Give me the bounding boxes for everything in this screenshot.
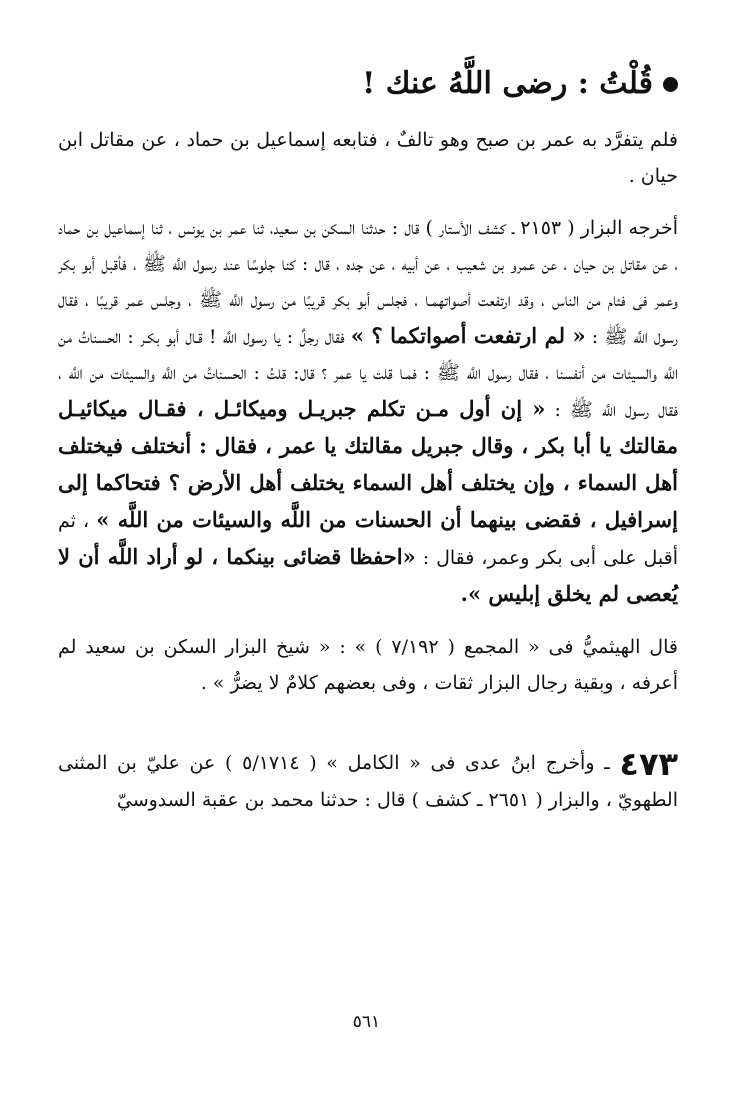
paragraph-1: فلم يتفرَّد به عمر بن صبح وهو تالفٌ ، فتابعه إسماعيل بن حماد ، عن مقاتل ابن حيان . (58, 129, 678, 187)
paragraph-3: قال الهيثميُّ فى « المجمع ( ٧/١٩٢ ) » : « شيخ البزار السكن بن سعيد لم أعرفه ، وبقية رجال البزار ثقات ، وفى بعضهم كلامٌ لا يضرُّ » . (58, 636, 678, 694)
hadith-quote-2: « إن أول مـن تكلم جبريـل وميكائـل ، فقـال ميكائيـل مقالتك يا أبا بكر ، وقال جبريل مقالتك يا عمر ، فقال : أنختلف فيختلف أهل السماء ، وإن يختلف أهل السماء يختلف أهل الأرض ؟ فتحاكما إلى إسرافيل ، فقضى بينهما أن الحسنات من اللَّه والسيئات من اللَّه » (58, 396, 678, 532)
footnote-entry (58, 745, 678, 818)
footnote-number: ٤٧٣ (619, 745, 679, 783)
paragraph-2 (58, 210, 678, 613)
paragraph-2-text-1: أخرجه البزار ( ٢١٥٣ ـ كشف الأستار ) قال : حدثنا السكن بن سعيد، ثنا عمر بن يونس ، ثنا إسماعيل بن حماد ، عن مقاتل بن حيان ، عن عمرو بن شعيب ، عن أبيه ، عن جده ، قال : كنا جلوسًا عند رسول اللَّه ﷺ ، فأقبل أبو بكر وعمر فى فئام من الناس ، وقد ارتفعت أصواتهمـا ، فجلس أبو بكر قريبًا من رسول اللَّه ﷺ ، وجلس عمر قريبًا ، فقال رسول اللَّه ﷺ : (58, 217, 678, 348)
hadith-quote-3: «احفظا قضائى بينكما ، لو أراد اللَّه أن لا يُعصى لم يخلق إبليس ». (58, 544, 678, 606)
footnote-text: ـ وأخرج ابنُ عدى فى « الكامل » ( ٥/١٧١٤ ) عن عليّ بن المثنى الطهويّ ، والبزار ( ٢٦٥١ ـ كشف ) قال : حدثنا محمد بن عقبة السدوسيّ (58, 752, 678, 811)
section-heading (58, 62, 678, 106)
page-body (58, 62, 678, 818)
paragraph-2-text-3: ، ثم أقبل على أبى بكر وعمر، فقال : (58, 510, 678, 569)
paragraph-2-text-2: فقال رجلٌ : يا رسول اللَّه ! قـال أبو بكـر : الحسناتُ من اللَّه والسيئات من أنفسنا ، فقال رسول اللَّه ﷺ : فمـا قلت يا عمر ؟ قال: قلتُ : الحسناتُ من اللَّه والسيئات من اللَّه ، فقال رسول اللَّه ﷺ : (58, 326, 678, 421)
bullet-icon (663, 77, 678, 92)
page-number: ٥٦١ (352, 1012, 381, 1032)
heading-text: قُلْتُ : رضى اللَّهُ عنك ! (362, 66, 653, 101)
hadith-quote-1: « لم ارتفعت أصواتكما ؟ » (350, 323, 586, 348)
